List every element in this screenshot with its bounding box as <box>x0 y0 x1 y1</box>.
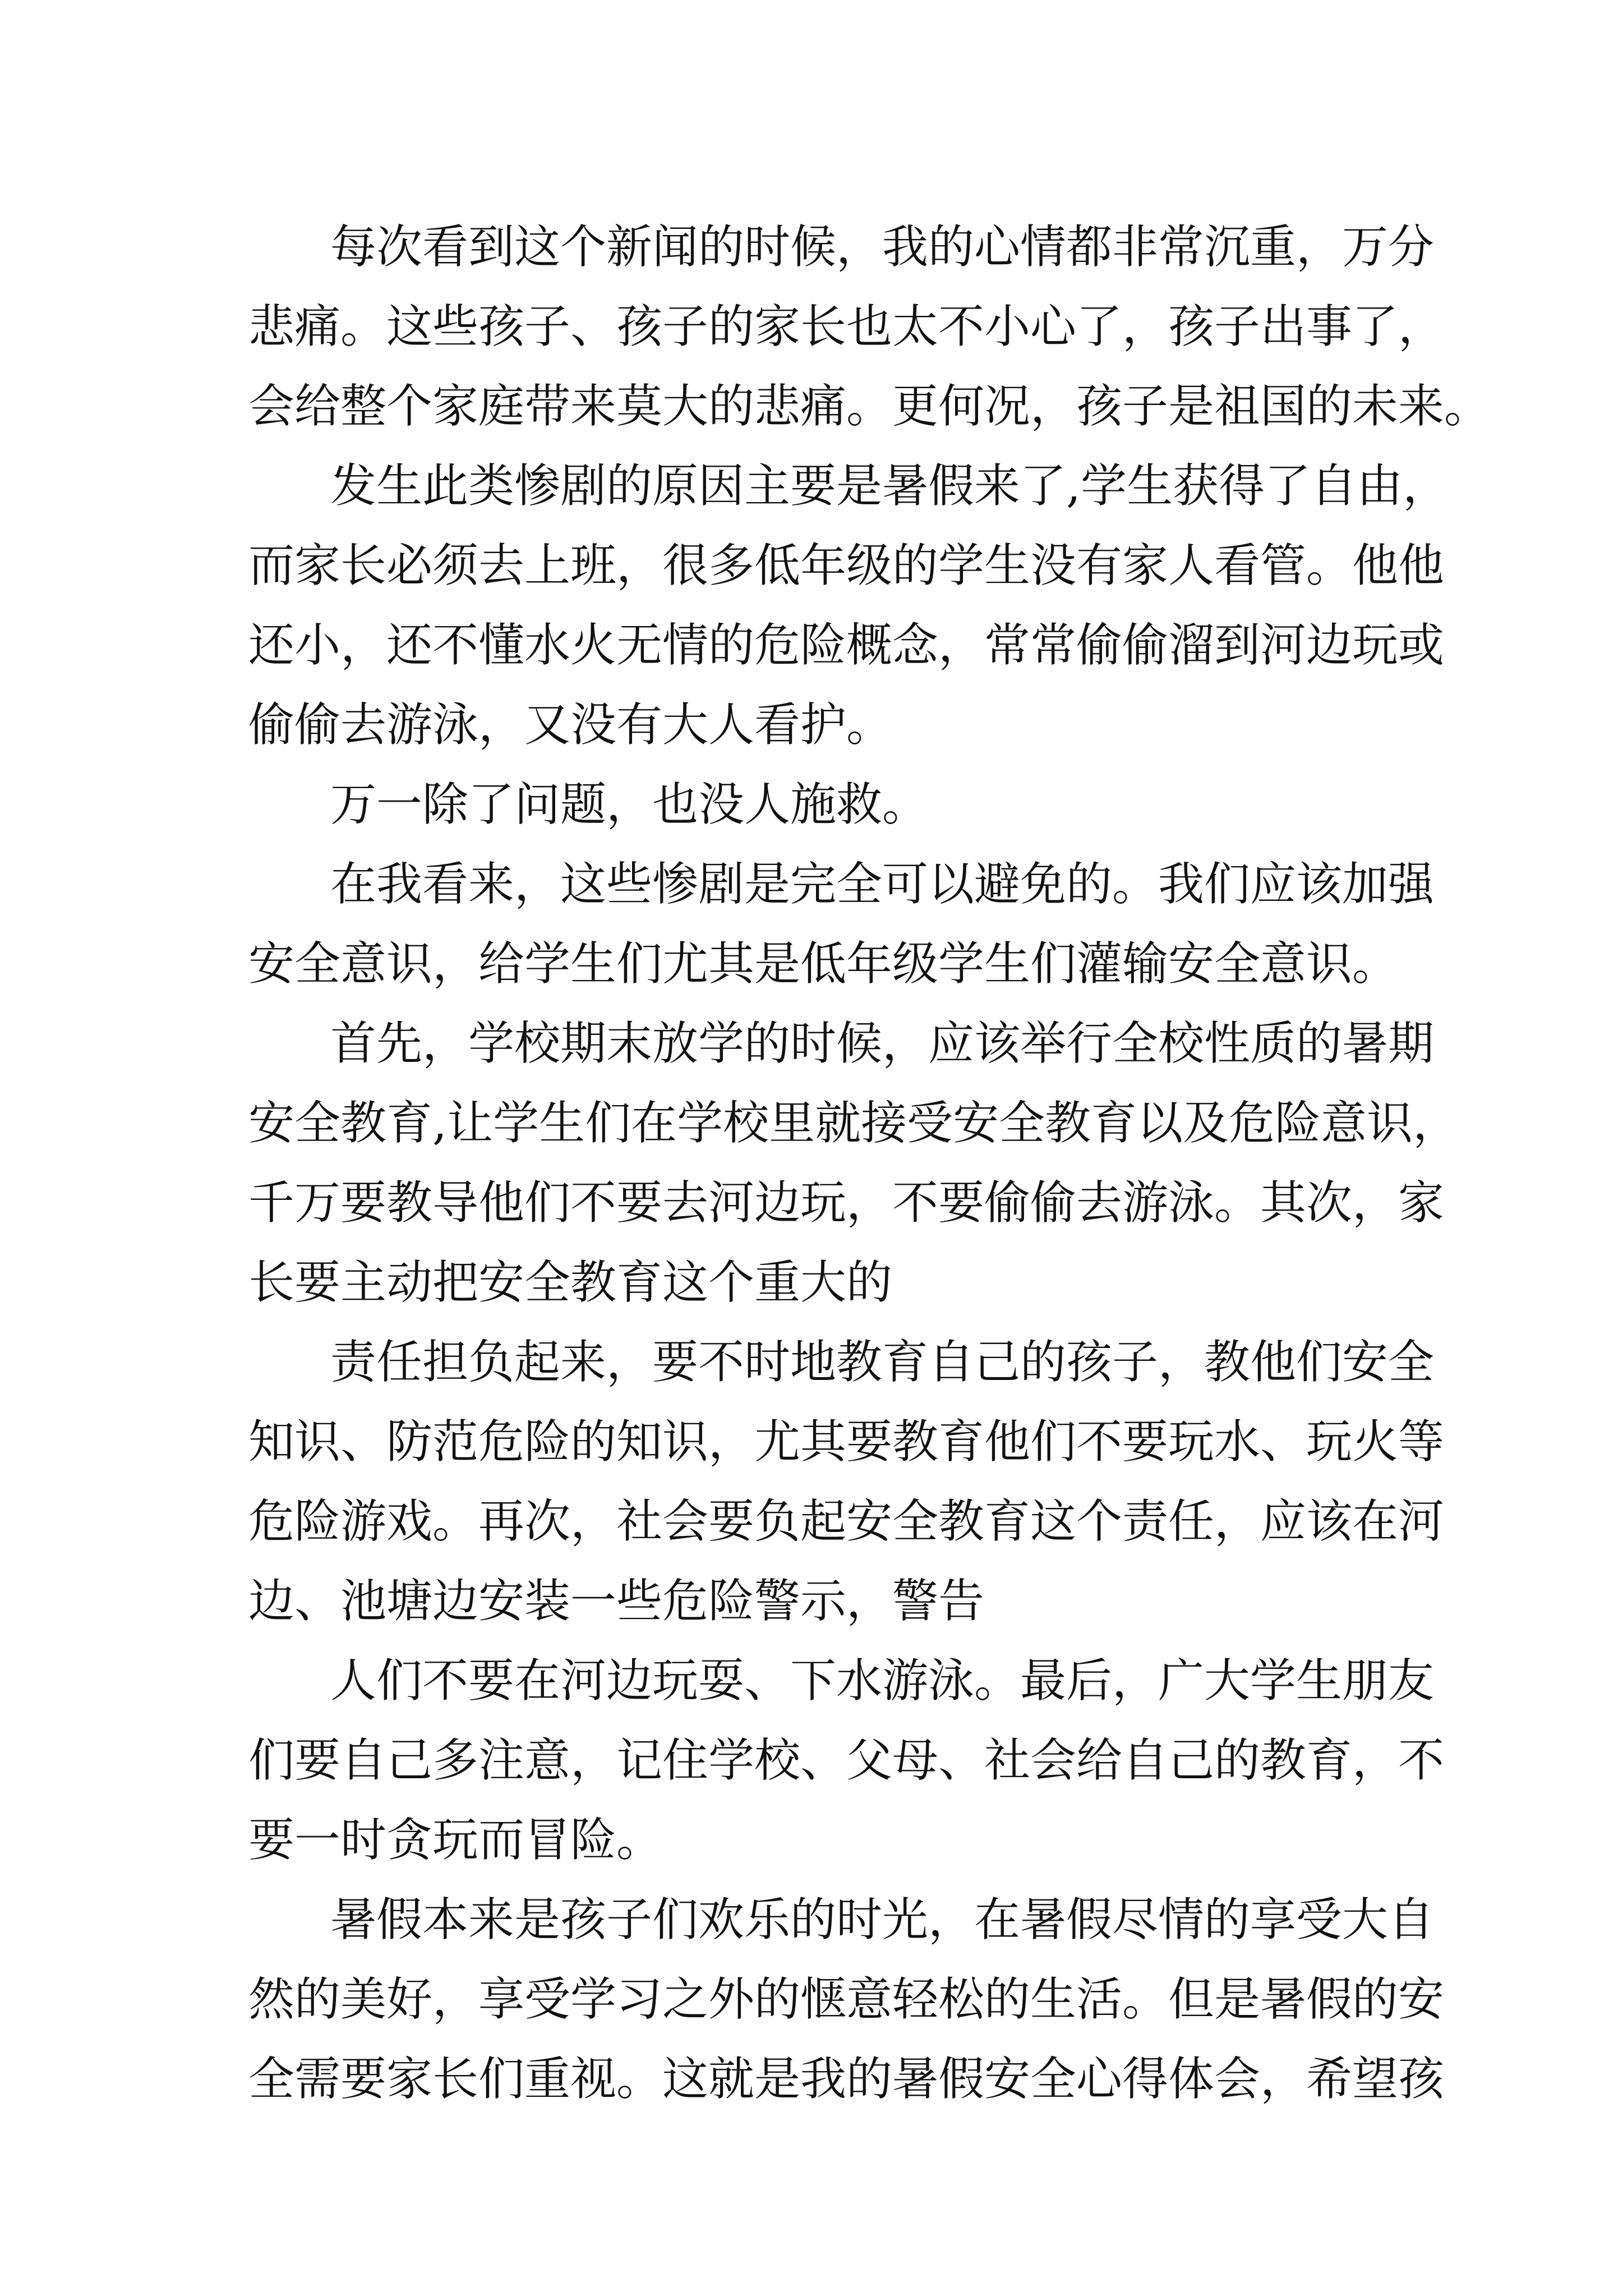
text-line: 安全意识，给学生们尤其是低年级学生们灌输安全意识。 <box>248 937 1399 991</box>
text-line: 偷偷去游泳，又没有大人看护。 <box>248 698 893 752</box>
text-line: 长要主动把安全教育这个重大的 <box>248 1256 893 1309</box>
text-line: 要一时贪玩而冒险。 <box>248 1814 663 1867</box>
text-line: 安全教育,让学生们在学校里就接受安全教育以及危险意识， <box>248 1097 1459 1150</box>
text-line: 每次看到这个新闻的时候，我的心情都非常沉重，万分 <box>330 220 1435 274</box>
text-line: 知识、防范危险的知识，尤其要教育他们不要玩水、玩火等 <box>248 1415 1445 1469</box>
text-line: 万一除了问题，也没人施救。 <box>330 778 929 831</box>
text-line: 而家长必须去上班，很多低年级的学生没有家人看管。他他 <box>248 539 1445 592</box>
text-line: 人们不要在河边玩耍、下水游泳。最后，广大学生朋友 <box>330 1654 1435 1708</box>
text-line: 危险游戏。再次，社会要负起安全教育这个责任，应该在河 <box>248 1495 1445 1548</box>
text-line: 们要自己多注意，记住学校、父母、社会给自己的教育，不 <box>248 1734 1445 1787</box>
body-text <box>248 208 1491 2119</box>
text-line: 首先，学校期末放学的时候，应该举行全校性质的暑期 <box>330 1017 1435 1070</box>
text-line: 发生此类惨剧的原因主要是暑假来了,学生获得了自由， <box>330 459 1449 513</box>
text-line: 还小，还不懂水火无情的危险概念，常常偷偷溜到河边玩或 <box>248 619 1445 672</box>
text-line: 全需要家长们重视。这就是我的暑假安全心得体会，希望孩 <box>248 2053 1445 2106</box>
text-line: 会给整个家庭带来莫大的悲痛。更何况，孩子是祖国的未来。 <box>248 380 1491 433</box>
text-line: 然的美好，享受学习之外的惬意轻松的生活。但是暑假的安 <box>248 1973 1445 2026</box>
text-line: 暑假本来是孩子们欢乐的时光，在暑假尽情的享受大自 <box>330 1893 1435 1947</box>
text-line: 在我看来，这些惨剧是完全可以避免的。我们应该加强 <box>330 858 1435 911</box>
text-line: 边、池塘边安装一些危险警示，警告 <box>248 1575 985 1628</box>
text-line: 千万要教导他们不要去河边玩，不要偷偷去游泳。其次，家 <box>248 1176 1445 1230</box>
text-line: 悲痛。这些孩子、孩子的家长也太不小心了，孩子出事了， <box>248 300 1445 353</box>
text-line: 责任担负起来，要不时地教育自己的孩子，教他们安全 <box>330 1336 1435 1389</box>
